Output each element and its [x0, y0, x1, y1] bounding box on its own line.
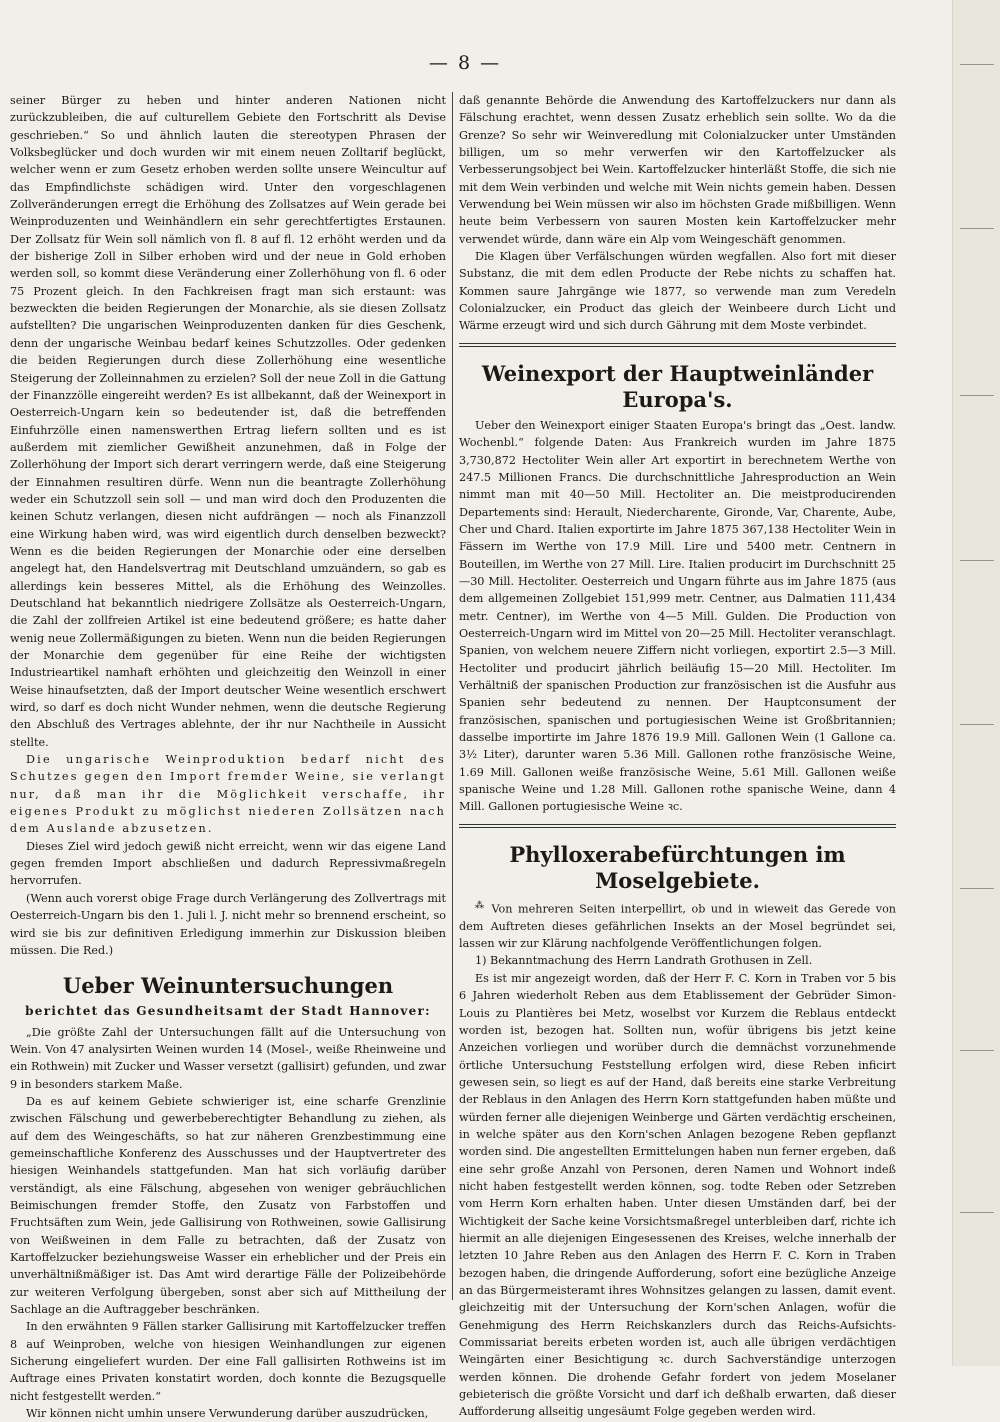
paragraph: seiner Bürger zu heben und hinter anderen Nationen nicht zurückzubleiben, die auf culturellem Gebiete den Fortschritt als Devise geschrieben.“ So und ähnlich lauten die stereotypen Phrasen der Volksbeglücker und doch wurden wir mit einem neuen Zolltarif beglückt, welcher wenn er zum Gesetz erhoben werden sollte unsere Weincultur auf das Empfindlichste schädigen wird. Unter den vorgeschlagenen Zollveränderungen erregt die Erhöhung des Zollsatzes auf Wein gerade bei Weinproduzenten und Weinhändlern ein sehr gerechtfertigtes Erstaunen. Der Zollsatz für Wein soll nämlich von fl. 8 auf fl. 12 erhöht werden und da der bisherige Zoll in Silber erhoben wird und der neue in Gold erhoben werden soll, so kommt diese Veränderung einer Zollerhöhung von fl. 6 oder 75 Prozent gleich. In den Fachkreisen fragt man sich erstaunt: was bezweckten die beiden Regierungen der Monarchie, als sie diesen Zollsatz aufstellten? Die ungarischen Weinproduzenten danken für dies Geschenk, denn der ungarische Weinbau bedarf keines Schutzzolles. Oder gedenken die beiden Regierungen durch diese Zollerhöhung eine wesentliche Steigerung der Zolleinnahmen zu erzielen? Soll der neue Zoll in die Gattung der Finanzzölle eingereiht werden? Es ist allbekannt, daß der Weinexport in Oesterreich-Ungarn kein so bedeutender ist, daß die betreffenden Einfuhrzölle einen namenswerthen Ertrag liefern sollten und es ist außerdem mit ziemlicher Gewißheit anzunehmen, daß in Folge der Zollerhöhung der Import sich derart verringern werde, daß eine Steigerung der Einnahmen resultiren dürfe. Wenn nun die beantragte Zollerhöhung weder ein Schutzzoll sein soll — und man wird doch den Produzenten die keinen Schutz verlangen, diesen nicht aufdrängen — noch als Finanzzoll eine Wirkung haben wird, was wird eigentlich durch denselben bezweckt? Wenn es die beiden Regierungen der Monarchie oder eine derselben angelegt hat, den Handelsvertrag mit Deutschland umzuändern, so gab es allerdings kein besseres Mittel, als die Erhöhung des Weinzolles. Deutschland hat bekanntlich niedrigere Zollsätze als Oesterreich-Ungarn, die Zahl der zollfreien Artikel ist eine bedeutend größere; es hatte daher wenig neue Zollermäßigungen zu bieten. Wenn nun die beiden Regierungen der Monarchie dem gegenüber für eine Reihe der wichtigsten Industrieartikel namhaft erhöhten und gleichzeitig den Weinzoll in einer Weise hinaufsetzten, daß der Import deutscher Weine wesentlich erschwert wird, so darf es doch nicht Wunder nehmen, wenn die deutsche Regierung den Abschluß des Vertrages ablehnte, der ihr nur Nachtheile in Aussicht stellte.	[10, 94, 446, 749]
article-title: Weinexport der Hauptweinländer Europa's.	[481, 360, 874, 412]
edge-mark	[960, 228, 994, 229]
paragraph: Dieses Ziel wird jedoch gewiß nicht erreicht, wenn wir das eigene Land gegen fremden Import abschließen und dadurch Repressivmaßregeln hervorrufen.	[10, 839, 446, 888]
right-column	[459, 92, 896, 1421]
page-number: — 8 —	[428, 52, 502, 74]
edge-mark	[960, 64, 994, 65]
edge-mark	[960, 1212, 994, 1213]
article-lead	[459, 898, 896, 953]
paragraph: daß genannte Behörde die Anwendung des Kartoffelzuckers nur dann als Fälschung erachtet, wenn dessen Zusatz erheblich sein sollte. Wo da die Grenze? So sehr wir Weinveredlung mit Colonialzucker unter Umständen billigen, um so mehr verwerfen wir den Kartoffelzucker als Verbesserungsobject bei Wein. Kartoffelzucker hinterläßt Stoffe, die sich nie mit dem Wein verbinden und welche mit Wein nichts gemein haben. Dessen Verwendung bei Wein müssen wir also im höchsten Grade mißbilligen. Wenn heute beim Verbessern von sauren Mosten kein Kartoffelzucker mehr verwendet würde, dann wäre ein Alp vom Weingeschäft genommen.	[459, 94, 896, 246]
paragraph: In den erwähnten 9 Fällen starker Gallisirung mit Kartoffelzucker treffen 8 auf Weinproben, welche von hiesigen Weinhandlungen zur eigenen Sicherung eingeliefert wurden. Der eine Fall gallisirten Rothweins ist im Auftrage eines Privaten konstatirt worden, doch konnte die Bezugsquelle nicht festgestellt werden.“	[10, 1320, 446, 1403]
list-item: 1) Bekanntmachung des Herrn Landrath Grothusen in Zell.	[475, 954, 813, 968]
asterism-icon: ⁂	[475, 900, 486, 911]
article-subtitle: berichtet das Gesundheitsamt der Stadt Hannover:	[25, 1004, 431, 1019]
edge-mark	[960, 395, 994, 396]
section-divider	[459, 824, 896, 828]
left-column	[10, 92, 446, 1422]
paragraph: Die Klagen über Verfälschungen würden wegfallen. Also fort mit dieser Substanz, die mit dem edlen Producte der Rebe nichts zu schaffen hat. Kommen saure Jahrgänge wie 1877, so verwende man zum Veredeln Colonialzucker, ein Product das gleich der Weinbeere durch Licht und Wärme erzeugt wird und sich durch Gährung mit dem Moste verbindet.	[459, 250, 896, 333]
paragraph: Ueber den Weinexport einiger Staaten Europa's bringt das „Oest. landw. Wochenbl.“ folgende Daten: Aus Frankreich wurden im Jahre 1875 3,730,872 Hectoliter Wein aller Art exportirt in berechnetem Werthe von 247.5 Millionen Francs. Die durchschnittliche Jahresproduction an Wein nimmt man mit 40—50 Mill. Hectoliter an. Die meistproducirenden Departements sind: Herault, Niedercharente, Gironde, Var, Charente, Aube, Cher und Chard. Italien exportirte im Jahre 1875 367,138 Hectoliter Wein in Fässern im Werthe von 17.9 Mill. Lire und 5400 metr. Centnern in Bouteillen, im Werthe von 27 Mill. Lire. Italien producirt im Durchschnitt 25—30 Mill. Hectoliter. Oesterreich und Ungarn führte aus im Jahre 1875 (aus dem allgemeinen Zollgebiet 151,999 metr. Centner, aus Dalmatien 111,434 metr. Centner), im Werthe von 4—5 Mill. Gulden. Die Production von Oesterreich-Ungarn wird im Mittel von 20—25 Mill. Hectoliter veranschlagt. Spanien, von welchem neuere Ziffern nicht vorliegen, exportirt 2.5—3 Mill. Hectoliter und producirt jährlich beiläufig 15—20 Mill. Hectoliter. Im Verhältniß der spanischen Production zur französischen ist die Ausfuhr aus Spanien sehr bedeutend zu nennen. Der Hauptconsument der französischen, spanischen und portugiesischen Weine ist Großbritannien; dasselbe importirte im Jahre 1876 19.9 Mill. Gallonen Wein (1 Gallone ca. 3½ Liter), darunter waren 5.36 Mill. Gallonen rothe französische Weine, 1.69 Mill. Gallonen weiße französische Weine, 5.61 Mill. Gallonen weiße spanische Weine und 1.28 Mill. Gallonen rothe spanische Weine, dann 4 Mill. Gallonen portugiesische Weine ꝛc.	[459, 418, 896, 814]
section-divider	[459, 343, 896, 347]
edge-mark	[960, 724, 994, 725]
lead-text: Von mehreren Seiten interpellirt, ob und in wieweit das Gerede von dem Auftreten dieses gefährlichen Insekts an der Mosel begründet sei, lassen wir zur Klärung nachfolgende Veröffentlichungen folgen.	[459, 902, 897, 951]
article-title: Phylloxerabefürchtungen im Moselgebiete.	[509, 841, 846, 893]
column-rule	[452, 92, 453, 1300]
edge-mark	[960, 560, 994, 561]
editor-note: (Wenn auch vorerst obige Frage durch Verlängerung des Zollvertrags mit Oesterreich-Ungarn bis den 1. Juli l. J. nicht mehr so brennend erscheint, so wird sie bis zur definitiven Erledigung immerhin zur Diskussion bleiben müssen. Die Red.)	[10, 891, 446, 957]
paragraph: „Die größte Zahl der Untersuchungen fällt auf die Untersuchung von Wein. Von 47 analysirten Weinen wurden 14 (Mosel-, weiße Rheinweine und ein Rothwein) mit Zucker und Wasser versetzt (gallisirt) gefunden, und zwar 9 in besonders starkem Maße.	[10, 1025, 446, 1091]
edge-mark	[960, 1050, 994, 1051]
article-title: Ueber Weinuntersuchungen	[62, 973, 394, 999]
paragraph: Da es auf keinem Gebiete schwieriger ist, eine scharfe Grenzlinie zwischen Fälschung und gewerbeberechtigter Behandlung zu ziehen, als auf dem des Weingeschäfts, so hat zur näheren Grenzbestimmung eine gemeinschaftliche Konferenz des Ausschusses und der Hauptvertreter des hiesigen Weinhandels stattgefunden. Man hat sich vorläufig darüber verständigt, als eine Fälschung, abgesehen von weniger gebräuchlichen Beimischungen fremder Stoffe, den Zusatz von Farbstoffen und Fruchtsäften zum Wein, jede Gallisirung von Rothweinen, sowie Gallisirung von Weißweinen in dem Falle zu betrachten, daß der Zusatz von Kartoffelzucker beziehungsweise Wasser ein erheblicher und der Preis ein unverhältnißmäßiger ist. Das Amt wird derartige Fälle der Polizeibehörde zur weiteren Verfolgung übergeben, sonst aber sich auf Mittheilung der Sachlage an die Auftraggeber beschränken.	[10, 1094, 446, 1317]
paragraph: Wir können nicht umhin unsere Verwunderung darüber auszudrücken,	[26, 1407, 429, 1421]
paragraph: Es ist mir angezeigt worden, daß der Herr F. C. Korn in Traben vor 5 bis 6 Jahren wiederholt Reben aus dem Etablissement der Gebrüder Simon-Louis zu Plantières bei Metz, woselbst vor Kurzem die Reblaus entdeckt worden ist, bezogen hat. Sollten nun, wofür übrigens bis jetzt keine Anzeichen vorliegen und worüber durch die demnächst vorzunehmende örtliche Untersuchung Feststellung erfolgen wird, diese Reben inficirt gewesen sein, so liegt es auf der Hand, daß bereits eine starke Verbreitung der Reblaus in den Anlagen des Herrn Korn stattgefunden haben müßte und würden ferner alle diejenigen Weinberge und Gärten verdächtig erscheinen, in welche später aus den Korn'schen Anlagen bezogene Reben gepflanzt worden sind. Die angestellten Ermittelungen haben nun ferner ergeben, daß eine sehr große Anzahl von Personen, deren Namen und Wohnort indeß nicht haben festgestellt werden können, sog. todte Reben oder Setzreben vom Herrn Korn erhalten haben. Unter diesen Umständen darf, bei der Wichtigkeit der Sache keine Vorsichtsmaßregel unterbleiben darf, richte ich hiermit an alle diejenigen Eingesessenen des Kreises, welche innerhalb der letzten 10 Jahre Reben aus den Anlagen des Herrn F. C. Korn in Traben bezogen haben, die dringende Aufforderung, sofort eine bezügliche Anzeige an das Bürgermeisteramt ihres Wohnsitzes gelangen zu lassen, damit event. gleichzeitig mit der Untersuchung der Korn'schen Anlagen, wofür die Genehmigung des Herrn Reichskanzlers durch das Reichs-Aufsichts-Commissariat bereits erbeten worden ist, auch alle übrigen verdächtigen Weingärten einer Besichtigung ꝛc. durch Sachverständige unterzogen werden können. Die drohende Gefahr fordert von jedem Moselaner gebieterisch die größte Vorsicht und darf ich deßhalb erwarten, daß dieser Aufforderung allseitig ungesäumt Folge gegeben werden wird.	[459, 971, 896, 1419]
paragraph-emphasis: Die ungarische Weinproduktion bedarf nicht des Schutzes gegen den Import fremder Weine, sie verlangt nur, daß man ihr die Möglichkeit verschaffe, ihr eigenes Produkt zu möglichst niederen Zollsätzen nach dem Auslande abzusetzen.	[10, 753, 446, 836]
edge-mark	[960, 888, 994, 889]
page-edge	[952, 0, 1000, 1366]
